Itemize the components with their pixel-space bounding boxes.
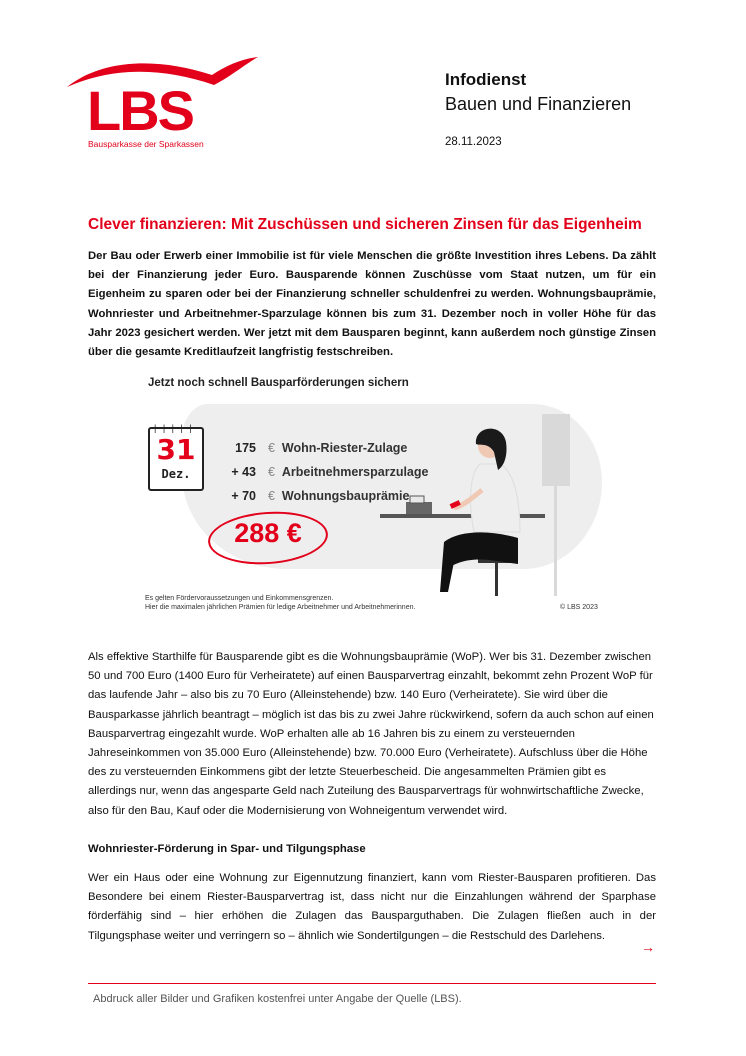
article-lead: Der Bau oder Erwerb einer Immobilie ist für viele Menschen die größte Investition ihres Lebens. Da zählt bei der Finanzierung jeder Euro. Bausparende können Zuschüsse vom Staat nutzen, um für ein Eigenheim zu sparen oder bei der Finanzierung schneller schuldenfrei zu werden. Wohnungsbauprämie, Wohnriester und Arbeitnehmer-Sparzulage können bis zum 31. Dezember noch in voller Höhe für das Jahr 2023 gesichert werden. Wer jetzt mit dem Bausparen beginnt, kann außerdem noch günstige Zinsen über die gesamte Kreditlaufzeit langfristig festschreiben. xyxy=(88,250,656,359)
calendar-month: Dez. xyxy=(161,467,191,481)
subsidy-currency: € xyxy=(268,489,275,503)
header-subtitle: Bauen und Finanzieren xyxy=(445,94,632,114)
infographic-note: Es gelten Fördervoraussetzungen und Einkommensgrenzen. xyxy=(145,595,334,602)
header-title: Infodienst xyxy=(445,70,527,89)
subsidy-currency: € xyxy=(268,465,275,479)
infographic xyxy=(130,372,610,617)
article-paragraph: Als effektive Starthilfe für Bausparende gibt es die Wohnungsbauprämie (WoP). Wer bis 31. Dezember zwischen 50 und 700 Euro (1400 Euro für Verheiratete) auf einen Bausparvertrag einzahlt, bekommt zehn Prozent WoP für das laufende Jahr – also bis zu 70 Euro (Alleinstehende) bzw. 140 Euro (Verheiratete). Sie wird über die Bausparkasse jährlich beantragt – möglich ist das bis zu zwei Jahre rückwirkend, sofern da auch schon auf einen Bausparvertrag eingezahlt wurde. WoP erhalten alle ab 16 Jahren bis zu einem zu versteuernden Jahreseinkommen von 35.000 Euro (Alleinstehende) bzw. 70.000 Euro (Verheiratete). Aufschluss über die Höhe des zu versteuernden Einkommens gibt der letzte Steuerbescheid. Die angesammelten Prämien gibt es allerdings nur, wenn das angesparte Geld nach Zuteilung des Bausparvertrags für wohnwirtschaftliche Zwecke, also für den Bau, Kauf oder die Modernisierung von Wohneigentum verwendet wird. xyxy=(88,651,654,817)
subsidy-total: 288 € xyxy=(234,518,302,548)
footer-text: Abdruck aller Bilder und Grafiken kostenfrei unter Angabe der Quelle (LBS). xyxy=(93,993,462,1005)
article-paragraph: Wer ein Haus oder eine Wohnung zur Eigennutzung finanziert, kann vom Riester-Bausparen profitieren. Das Besondere bei einem Riester-Bausparvertrag ist, dass nicht nur die Einzahlungen während der Sparphase förderfähig sind – hier erhöhen die Zulagen das Bausparguthaben. Die Zulagen fließen auch in der Tilgungsphase weiter und verringern so – ähnlich wie Sondertilgungen – die Restschuld des Darlehens. xyxy=(88,872,656,942)
subsidy-label: Arbeitnehmersparzulage xyxy=(281,465,429,479)
subsidy-row xyxy=(206,489,409,503)
article-subheading: Wohnriester-Förderung in Spar- und Tilgungsphase xyxy=(88,843,366,855)
subsidy-label: Wohn-Riester-Zulage xyxy=(281,441,408,455)
infographic-title: Jetzt noch schnell Bausparförderungen sichern xyxy=(148,377,409,389)
calendar-day: 31 xyxy=(156,433,196,466)
subsidy-amount: + 43 xyxy=(231,465,256,479)
infographic-note: Hier die maximalen jährlichen Prämien für ledige Arbeitnehmer und Arbeitnehmerinnen. xyxy=(145,604,416,611)
logo-text: LBS xyxy=(87,79,193,142)
logo-subtitle: Bausparkasse der Sparkassen xyxy=(88,139,204,149)
footer-divider xyxy=(88,983,656,984)
header-date: 28.11.2023 xyxy=(445,136,502,148)
arrow-right-icon[interactable]: → xyxy=(641,939,655,955)
infographic-copyright: © LBS 2023 xyxy=(560,604,598,611)
lbs-logo xyxy=(62,55,262,160)
subsidy-label: Wohnungsbauprämie xyxy=(281,489,410,503)
subsidy-currency: € xyxy=(268,441,275,455)
subsidy-amount: 175 xyxy=(235,441,256,455)
article-headline: Clever finanzieren: Mit Zuschüssen und sicheren Zinsen für das Eigenheim xyxy=(88,216,642,233)
subsidy-row xyxy=(206,441,407,455)
calendar-icon: | | | | | 31 Dez. xyxy=(148,427,204,491)
subsidy-row xyxy=(206,465,428,479)
subsidy-amount: + 70 xyxy=(231,489,256,503)
